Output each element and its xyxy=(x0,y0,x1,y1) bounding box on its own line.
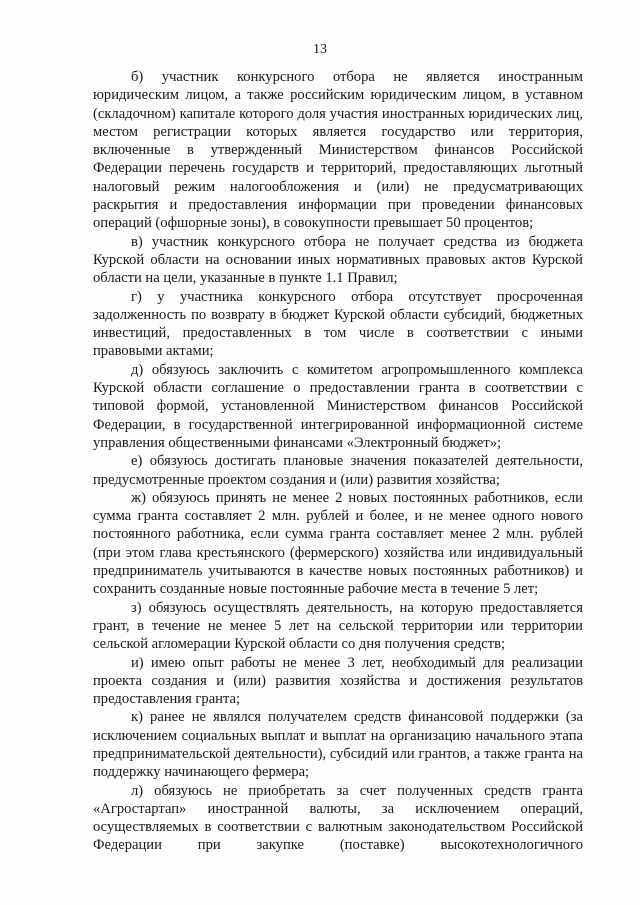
paragraph-zh: ж) обязуюсь принять не менее 2 новых постоянных работников, если сумма гранта составляет 2 млн. рублей и более, и не менее одного нового постоянного работника, если сумма гранта составляет менее 2 млн. рублей (при этом глава крестьянского (фермерского) хозяйства или индивидуальный предприниматель учитываются в качестве новых постоянных работников) и сохранить созданные новые постоянные рабочие места в течение 5 лет; xyxy=(93,489,583,598)
paragraph-v: в) участник конкурсного отбора не получает средства из бюджета Курской области на основании иных нормативных правовых актов Курской области на цели, указанные в пункте 1.1 Правил; xyxy=(93,233,583,287)
paragraph-i: и) имею опыт работы не менее 3 лет, необходимый для реализации проекта создания и (или) развития хозяйства и достижения результатов предоставления гранта; xyxy=(93,654,583,708)
paragraph-k: к) ранее не являлся получателем средств финансовой поддержки (за исключением социальных выплат и выплат на организацию начального этапа предпринимательской деятельности), субсидий или грантов, а также гранта на поддержку начинающего фермера; xyxy=(93,709,583,781)
document-body xyxy=(93,68,583,855)
paragraph-d: д) обязуюсь заключить с комитетом агропромышленного комплекса Курской области соглашение о предоставлении гранта в соответствии с типовой формой, установленной Министерством финансов Российской Федерации, в государственной интегрированной информационной системе управления общественными финансами «Электронный бюджет»; xyxy=(93,361,583,451)
paragraph-l: л) обязуюсь не приобретать за счет полученных средств гранта «Агростартап» иностранной валюты, за исключением операций, осуществляемых в соответствии с валютным законодательством Российской Федерации при закупке (поставке) высокотехнологичного xyxy=(93,782,583,854)
paragraph-e: е) обязуюсь достигать плановые значения показателей деятельности, предусмотренные проектом создания и (или) развития хозяйства; xyxy=(93,453,583,488)
paragraph-g: г) у участника конкурсного отбора отсутствует просроченная задолженность по возврату в бюджет Курской области субсидий, бюджетных инвестиций, предоставленных в том числе в соответствии с иными правовыми актами; xyxy=(93,288,583,360)
page-number: 13 xyxy=(313,42,327,57)
paragraph-z: з) обязуюсь осуществлять деятельность, на которую предоставляется грант, в течение не менее 5 лет на сельской территории или территории сельской агломерации Курской области со дня получения средств; xyxy=(93,599,583,653)
paragraph-b: б) участник конкурсного отбора не является иностранным юридическим лицом, а также российским юридическим лицом, в уставном (складочном) капитале которого доля участия иностранных юридических лиц, местом регистрации которых является государство или территория, включенные в утвержденный Министерством финансов Российской Федерации перечень государств и территорий, предоставляющих льготный налоговый режим налогообложения и (или) не предусматривающих раскрытия и предоставления информации при проведении финансовых операций (офшорные зоны), в совокупности превышает 50 процентов; xyxy=(93,69,583,232)
